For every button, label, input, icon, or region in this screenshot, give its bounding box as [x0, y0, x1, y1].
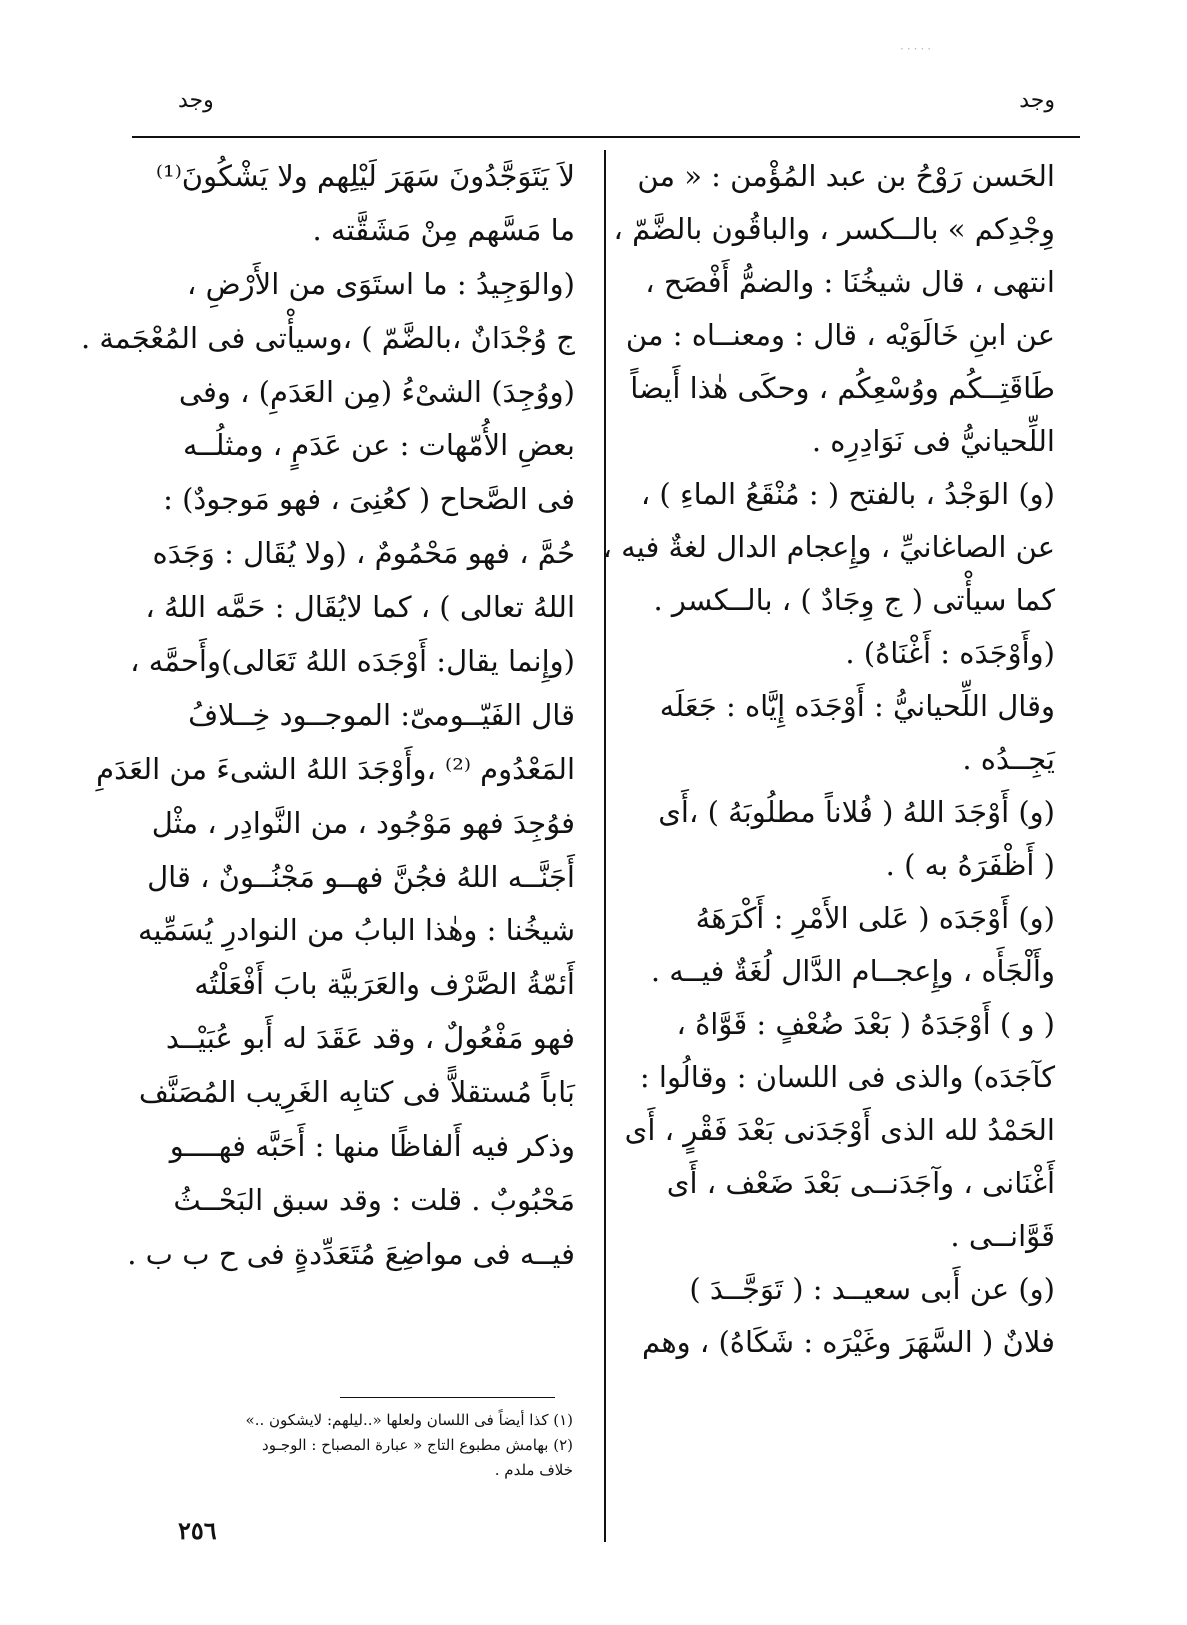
text-line: (و) أَوْجَدَ اللهُ ( فُلاناً مطلُوبَهُ ) ،أَى — [658, 795, 1055, 829]
text-line: انتهى ، قال شيخُنَا : والضمُّ أَفْصَح ، — [645, 265, 1055, 299]
text-line: طَاقَتِــكُم ووُسْعِكُم ، وحكَى هٰذا أَيضاً — [630, 371, 1055, 405]
text-line: بَاباً مُستقلاًّ فى كتابِه الغَرِيب المُصَنَّف — [138, 1075, 575, 1110]
text-line: (وإِنما يقال: أَوْجَدَه اللهُ تَعَالى)وأَحمَّه ، — [130, 644, 575, 679]
text-line: وأَلْجَأَه ، وإِعجــام الدَّال لُغَةٌ فيــه . — [650, 954, 1055, 988]
text-line: فى الصَّحاح ( كعُنِىَ ، فهو مَوجودٌ) : — [163, 482, 575, 517]
text-line: مَحْبُوبٌ . قلت : وقد سبق البَحْــثُ — [173, 1182, 575, 1217]
text-line: قَوَّانــى . — [950, 1219, 1055, 1253]
text-line: (و) أَوْجَدَه ( عَلى الأَمْرِ : أَكْرَهَهُ — [695, 901, 1055, 935]
text-line: (وأَوْجَدَه : أَغْنَاهُ) . — [845, 636, 1055, 670]
footnote: (٢) بهامش مطبوع التاج « عبارة المصباح : الوجـود — [262, 1436, 573, 1454]
left-column — [80, 150, 575, 1282]
footnote: (١) كذا أيضاً فى اللسان ولعلها «..ليلهم: لايشكون ..» — [245, 1411, 573, 1429]
footnotes — [155, 1408, 573, 1483]
footnote: خلاف ملدم . — [494, 1461, 573, 1479]
text-line: اللهُ تعالى ) ، كما لايُقَال : حَمَّه اللهُ ، — [145, 590, 575, 625]
text-line: المَعْدُوم ⁽²⁾ ،وأَوْجَدَ اللهُ الشىءَ من العَدَمِ — [96, 751, 575, 786]
text-line: فلانٌ ( السَّهَرَ وغَيْرَه : شَكَاهُ) ، وهم — [642, 1325, 1055, 1359]
text-line: فيــه فى مواضِعَ مُتَعَدِّدةٍ فى ح ب ب . — [127, 1236, 575, 1271]
text-line: لاَ يَتَوَجَّدُونَ سَهَرَ لَيْلِهم ولا يَشْكُونَ⁽¹⁾ — [155, 159, 575, 193]
text-line: كآجَدَه) والذى فى اللسان : وقالُوا : — [639, 1060, 1055, 1094]
text-line: الحَمْدُ لله الذى أَوْجَدَنى بَعْدَ فَقْرٍ ، أَى — [624, 1113, 1055, 1147]
headword-right: وجد — [1019, 88, 1055, 113]
text-line: (والوَجِيدُ : ما استَوَى من الأَرْضِ ، — [187, 266, 575, 301]
text-line: أَئمّةُ الصَّرْف والعَرَبيَّة بابَ أَفْعَلْتُه — [194, 967, 575, 1002]
text-line: (و) عن أَبى سعيــد : ( تَوَجَّــدَ ) — [689, 1272, 1055, 1306]
text-line: الحَسن رَوْحُ بن عبد المُؤْمن : « من — [637, 159, 1055, 193]
right-column — [602, 150, 1055, 1369]
text-line: وِجْدِكم » بالــكسر ، والباقُون بالضَّمّ ، — [613, 212, 1055, 246]
text-line: ما مَسَّهم مِنْ مَشَقَّته . — [312, 212, 575, 247]
header-rule — [132, 136, 1080, 138]
text-line: بعضِ الأُمّهات : عن عَدَمٍ ، ومثلُــه — [183, 428, 575, 463]
text-line: أَجَنَّــه اللهُ فجُنَّ فهــو مَجْنُــونٌ ، قال — [147, 859, 575, 894]
text-line: (و) الوَجْدُ ، بالفتح ( : مُنْقَعُ الماءِ ) ، — [640, 477, 1055, 511]
headword-left: وجد — [178, 88, 214, 113]
text-line: ( أَظْفَرَهُ به ) . — [885, 848, 1055, 882]
scan-speck: ····· — [900, 42, 935, 56]
text-line: عن الصاغانيِّ ، وإِعجام الدال لغةٌ فيه ، — [602, 530, 1055, 564]
footnote-rule — [340, 1397, 555, 1398]
page-number: ٢٥٦ — [178, 1516, 217, 1545]
text-line: اللِّحيانيُّ فى نَوَادِرِه . — [811, 424, 1055, 458]
text-line: عن ابنِ خَالَوَيْه ، قال : ومعنــاه : من — [625, 318, 1055, 352]
text-line: ج وُجْدَانٌ ،بالضَّمّ ) ،وسيأْتى فى المُعْجَمة . — [80, 320, 575, 355]
text-line: (ووُجِدَ) الشىْءُ (مِن العَدَمِ) ، وفى — [178, 374, 575, 409]
text-line: وقال اللِّحيانيُّ : أَوْجَدَه إِيَّاه : جَعَلَه — [659, 689, 1055, 723]
text-line: ( و ) أَوْجَدَهُ ( بَعْدَ ضُعْفٍ : قَوَّاهُ ، — [676, 1007, 1055, 1041]
text-line: كما سيأْتى ( ج وِجَادٌ ) ، بالــكسر . — [653, 583, 1055, 617]
text-line: حُمَّ ، فهو مَحْمُومٌ ، (ولا يُقَال : وَجَدَه — [152, 536, 575, 571]
text-line: فهو مَفْعُولٌ ، وقد عَقَدَ له أَبو عُبَيْــد — [165, 1021, 575, 1056]
text-line: أَغْنَانى ، وآجَدَنــى بَعْدَ ضَعْف ، أَى — [666, 1166, 1055, 1200]
text-line: يَجِــدُه . — [962, 742, 1055, 776]
text-line: شيخُنا : وهٰذا البابُ من النوادرِ يُسَمِّيه — [137, 913, 575, 948]
text-line: قال الفَيّــومىّ: الموجــود خِــلافُ — [188, 697, 575, 732]
text-line: فوُجِدَ فهو مَوْجُود ، من النَّوادِر ، مثْل — [151, 805, 575, 840]
column-divider — [604, 150, 606, 1542]
text-line: وذكر فيه أَلفاظًا منها : أَحَبَّه فهــــو — [169, 1129, 575, 1164]
